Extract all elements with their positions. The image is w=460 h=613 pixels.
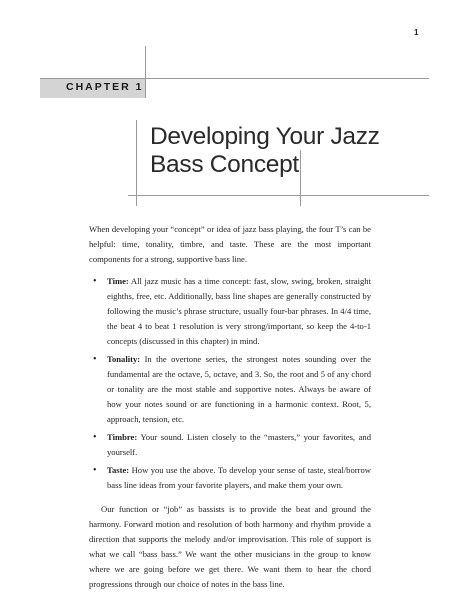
list-item-term: Timbre:: [107, 432, 138, 442]
body-text: [89, 222, 371, 592]
chapter-title-line-2: Bass Concept: [150, 151, 299, 178]
bullet-icon: •: [93, 465, 97, 476]
list-item-text: In the overtone series, the strongest notes sounding over the fundamental are the octave, 5, octave, and 3. So, the root and 5 of any chord or tonality are the most stable and supportive notes. Always be aware of how your notes sound or are functioning in a harmonic context. Root, 5, approach, tension, etc.: [107, 354, 371, 424]
chapter-title: [150, 123, 380, 179]
list-item-term: Tonality:: [107, 354, 141, 364]
chapter-title-line-1: Developing Your Jazz: [150, 123, 380, 150]
closing-paragraph: Our function or “job” as bassists is to provide the beat and ground the harmony. Forward motion and resolution of both harmony and rhythm provide a direction that supports the melody and/or improvisation. This role of support is what we call “bass bass.” We want the other musicians in the group to know where we are going before we get there. We want them to hear the chord progressions through our choice of notes in the bass line.: [89, 504, 371, 589]
bullet-icon: •: [93, 276, 97, 287]
page-number: 1: [414, 28, 419, 37]
list-item-tonality: [93, 352, 371, 427]
chapter-label: CHAPTER 1: [66, 81, 144, 93]
four-ts-list: [89, 274, 371, 493]
list-item-term: Taste:: [107, 465, 130, 475]
list-item-term: Time:: [107, 276, 129, 286]
list-item-taste: [93, 463, 371, 493]
bullet-icon: •: [93, 432, 97, 443]
title-rule-bottom: [128, 195, 429, 196]
title-rule-vertical-left: [136, 120, 137, 206]
list-item-text: All jazz music has a time concept: fast, slow, swing, broken, straight eighths, free, etc. Additionally, bass line shapes are generally constructed by following the music’s phrase structure, usually four-bar phrases. In 4/4 time, the beat 4 to beat 1 resolution is very strong/important, so keep the 4-to-1 concepts (discussed in this chapter) in mind.: [107, 276, 371, 346]
list-item-text: Your sound. Listen closely to the “masters,” your favorites, and yourself.: [107, 432, 371, 457]
bullet-icon: •: [93, 354, 97, 365]
list-item-text: How you use the above. To develop your sense of taste, steal/borrow bass line ideas from your favorite players, and make them your own.: [107, 465, 371, 490]
list-item-timbre: [93, 430, 371, 460]
header-rule-vertical-left: [145, 46, 146, 98]
intro-paragraph: When developing your “concept” or idea of jazz bass playing, the four T’s can be helpful: time, tonality, timbre, and taste. These are the most important components for a strong, supportive bass line.: [89, 224, 371, 264]
list-item-time: [93, 274, 371, 349]
